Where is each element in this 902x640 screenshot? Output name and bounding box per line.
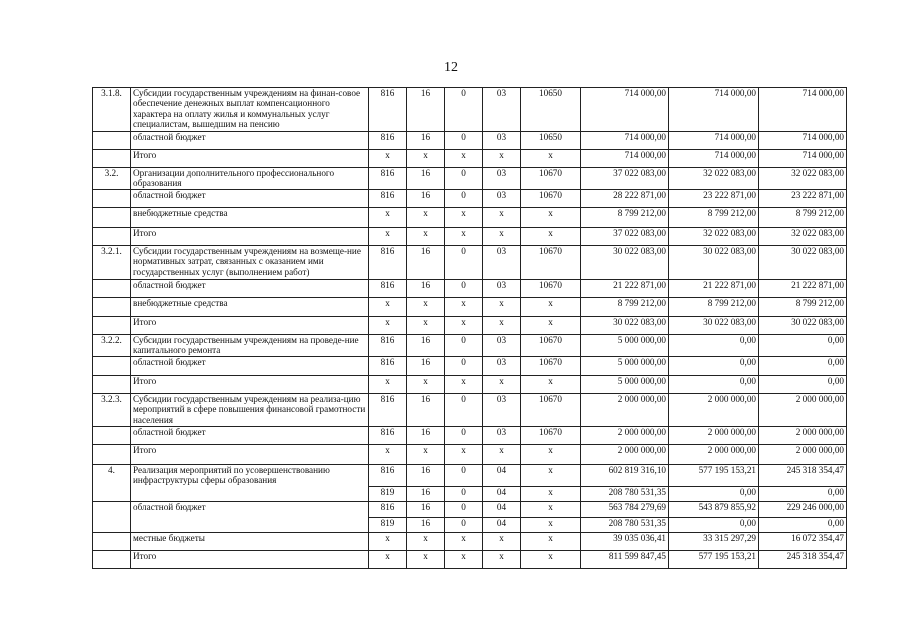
budget-table [92, 87, 847, 569]
code-2: х [407, 228, 445, 246]
code-3: 0 [445, 502, 483, 518]
amount-3: 2 000 000,00 [759, 445, 847, 465]
code-3: х [445, 150, 483, 168]
code-3: 0 [445, 518, 483, 533]
code-1: 816 [369, 335, 407, 357]
amount-2: 8 799 212,00 [669, 298, 759, 317]
row-number [93, 280, 131, 298]
code-5: х [521, 298, 581, 317]
code-3: 0 [445, 88, 483, 132]
code-4: х [483, 317, 521, 335]
amount-3: 32 022 083,00 [759, 228, 847, 246]
amount-2: 0,00 [669, 376, 759, 394]
code-1: х [369, 533, 407, 551]
amount-3: 245 318 354,47 [759, 551, 847, 569]
amount-1: 21 222 871,00 [581, 280, 669, 298]
code-4: х [483, 445, 521, 465]
code-2: х [407, 533, 445, 551]
row-name: внебюджетные средства [131, 208, 369, 228]
amount-1: 37 022 083,00 [581, 228, 669, 246]
code-4: 03 [483, 427, 521, 445]
row-number [93, 208, 131, 228]
amount-2: 8 799 212,00 [669, 208, 759, 228]
code-1: х [369, 551, 407, 569]
amount-1: 2 000 000,00 [581, 394, 669, 427]
code-1: х [369, 376, 407, 394]
row-number: 3.2.2. [93, 335, 131, 357]
row-name: Субсидии государственным учреждениям на проведе-ние капитального ремонта [131, 335, 369, 357]
code-2: 16 [407, 132, 445, 150]
amount-3: 16 072 354,47 [759, 533, 847, 551]
code-1: 819 [369, 518, 407, 533]
row-number [93, 357, 131, 376]
code-3: 0 [445, 335, 483, 357]
code-4: 03 [483, 190, 521, 208]
code-2: 16 [407, 168, 445, 190]
code-3: 0 [445, 168, 483, 190]
code-1: 816 [369, 394, 407, 427]
code-1: 816 [369, 88, 407, 132]
row-name: Итого [131, 317, 369, 335]
amount-2: 2 000 000,00 [669, 427, 759, 445]
code-4: 04 [483, 465, 521, 487]
code-2: 16 [407, 394, 445, 427]
page-number: 12 [444, 60, 458, 75]
row-name: внебюджетные средства [131, 298, 369, 317]
amount-2: 577 195 153,21 [669, 465, 759, 487]
table-row [93, 465, 847, 487]
code-5: х [521, 465, 581, 487]
amount-2: 0,00 [669, 357, 759, 376]
code-2: х [407, 150, 445, 168]
code-3: 0 [445, 357, 483, 376]
amount-1: 208 780 531,35 [581, 518, 669, 533]
amount-3: 30 022 083,00 [759, 246, 847, 280]
table-row [93, 445, 847, 465]
code-3: 0 [445, 132, 483, 150]
amount-2: 30 022 083,00 [669, 246, 759, 280]
amount-1: 714 000,00 [581, 150, 669, 168]
amount-3: 0,00 [759, 357, 847, 376]
amount-3: 0,00 [759, 487, 847, 502]
code-4: 03 [483, 335, 521, 357]
code-4: х [483, 150, 521, 168]
table-row [93, 132, 847, 150]
amount-3: 23 222 871,00 [759, 190, 847, 208]
amount-3: 714 000,00 [759, 132, 847, 150]
row-number-empty [93, 551, 131, 569]
code-5: х [521, 487, 581, 502]
code-5: 10670 [521, 394, 581, 427]
code-3: х [445, 298, 483, 317]
row-name: Итого [131, 551, 369, 569]
amount-1: 2 000 000,00 [581, 445, 669, 465]
code-4: 03 [483, 88, 521, 132]
code-1: 816 [369, 132, 407, 150]
amount-3: 30 022 083,00 [759, 317, 847, 335]
code-4: 03 [483, 280, 521, 298]
code-4: х [483, 228, 521, 246]
code-3: 0 [445, 487, 483, 502]
code-3: х [445, 317, 483, 335]
row-number [93, 298, 131, 317]
table-row [93, 280, 847, 298]
row-number: 3.2. [93, 168, 131, 190]
code-5: х [521, 445, 581, 465]
row-name: Итого [131, 150, 369, 168]
row-number [93, 427, 131, 445]
code-2: 16 [407, 335, 445, 357]
code-2: х [407, 376, 445, 394]
row-name: областной бюджет [131, 427, 369, 445]
code-2: 16 [407, 88, 445, 132]
amount-3: 0,00 [759, 518, 847, 533]
row-number [93, 228, 131, 246]
code-5: 10670 [521, 357, 581, 376]
code-2: 16 [407, 427, 445, 445]
amount-3: 245 318 354,47 [759, 465, 847, 487]
row-number [93, 376, 131, 394]
amount-2: 714 000,00 [669, 150, 759, 168]
table-row [93, 551, 847, 569]
row-name: областной бюджет [131, 132, 369, 150]
code-2: х [407, 317, 445, 335]
amount-2: 714 000,00 [669, 88, 759, 132]
code-3: х [445, 533, 483, 551]
code-4: х [483, 551, 521, 569]
code-4: 03 [483, 246, 521, 280]
amount-3: 2 000 000,00 [759, 427, 847, 445]
row-number: 4. [93, 465, 131, 502]
amount-1: 714 000,00 [581, 132, 669, 150]
code-5: 10670 [521, 335, 581, 357]
amount-2: 23 222 871,00 [669, 190, 759, 208]
code-5: х [521, 518, 581, 533]
row-number [93, 132, 131, 150]
code-1: х [369, 298, 407, 317]
amount-3: 714 000,00 [759, 88, 847, 132]
row-name: Итого [131, 376, 369, 394]
code-3: х [445, 376, 483, 394]
table-row [93, 190, 847, 208]
amount-2: 32 022 083,00 [669, 168, 759, 190]
amount-3: 32 022 083,00 [759, 168, 847, 190]
amount-1: 5 000 000,00 [581, 376, 669, 394]
amount-1: 714 000,00 [581, 88, 669, 132]
row-name: Организации дополнительного профессионального образования [131, 168, 369, 190]
code-2: 16 [407, 502, 445, 518]
code-5: 10670 [521, 246, 581, 280]
row-number-empty [93, 502, 131, 533]
code-5: 10670 [521, 168, 581, 190]
amount-3: 2 000 000,00 [759, 394, 847, 427]
amount-1: 37 022 083,00 [581, 168, 669, 190]
code-1: 816 [369, 280, 407, 298]
code-4: 03 [483, 394, 521, 427]
code-5: х [521, 150, 581, 168]
amount-2: 33 315 297,29 [669, 533, 759, 551]
amount-2: 714 000,00 [669, 132, 759, 150]
row-number-empty [93, 533, 131, 551]
code-5: х [521, 376, 581, 394]
code-5: 10670 [521, 427, 581, 445]
amount-3: 21 222 871,00 [759, 280, 847, 298]
code-5: 10670 [521, 190, 581, 208]
table-row [93, 298, 847, 317]
table-row [93, 394, 847, 427]
code-1: 816 [369, 427, 407, 445]
code-1: 816 [369, 246, 407, 280]
code-1: х [369, 317, 407, 335]
code-4: 04 [483, 487, 521, 502]
amount-1: 208 780 531,35 [581, 487, 669, 502]
row-name: Итого [131, 228, 369, 246]
code-1: х [369, 445, 407, 465]
code-1: 816 [369, 357, 407, 376]
row-number [93, 190, 131, 208]
table-row [93, 150, 847, 168]
amount-2: 21 222 871,00 [669, 280, 759, 298]
code-3: 0 [445, 427, 483, 445]
code-4: х [483, 298, 521, 317]
row-name: областной бюджет [131, 190, 369, 208]
amount-2: 0,00 [669, 335, 759, 357]
table-body [93, 88, 847, 569]
amount-1: 602 819 316,10 [581, 465, 669, 487]
code-4: х [483, 533, 521, 551]
code-3: 0 [445, 465, 483, 487]
row-name: местные бюджеты [131, 533, 369, 551]
amount-3: 714 000,00 [759, 150, 847, 168]
code-5: х [521, 551, 581, 569]
amount-1: 5 000 000,00 [581, 357, 669, 376]
amount-2: 2 000 000,00 [669, 445, 759, 465]
code-4: 03 [483, 132, 521, 150]
amount-2: 0,00 [669, 518, 759, 533]
amount-3: 229 246 000,00 [759, 502, 847, 518]
code-3: 0 [445, 394, 483, 427]
code-5: х [521, 317, 581, 335]
code-3: 0 [445, 190, 483, 208]
table-row [93, 168, 847, 190]
code-1: х [369, 150, 407, 168]
table-row [93, 533, 847, 551]
code-4: х [483, 376, 521, 394]
code-5: х [521, 533, 581, 551]
code-3: х [445, 228, 483, 246]
table-row [93, 228, 847, 246]
amount-1: 28 222 871,00 [581, 190, 669, 208]
code-4: 03 [483, 168, 521, 190]
code-1: х [369, 228, 407, 246]
amount-2: 543 879 855,92 [669, 502, 759, 518]
table-row [93, 335, 847, 357]
code-1: 819 [369, 487, 407, 502]
row-number [93, 150, 131, 168]
amount-3: 0,00 [759, 335, 847, 357]
amount-1: 30 022 083,00 [581, 246, 669, 280]
amount-2: 32 022 083,00 [669, 228, 759, 246]
code-2: 16 [407, 190, 445, 208]
amount-1: 811 599 847,45 [581, 551, 669, 569]
code-5: 10650 [521, 88, 581, 132]
row-number: 3.2.1. [93, 246, 131, 280]
table-row [93, 427, 847, 445]
row-name: Субсидии государственным учреждениям на финан-совое обеспечение денежных выплат компенсационного характера на оплату жилья и коммунальных услуг специалистам, вышедшим на пенсию [131, 88, 369, 132]
amount-3: 8 799 212,00 [759, 208, 847, 228]
amount-2: 2 000 000,00 [669, 394, 759, 427]
amount-1: 5 000 000,00 [581, 335, 669, 357]
code-2: х [407, 445, 445, 465]
code-2: 16 [407, 280, 445, 298]
code-3: 0 [445, 246, 483, 280]
code-2: х [407, 551, 445, 569]
row-number [93, 317, 131, 335]
row-number [93, 445, 131, 465]
table-row [93, 208, 847, 228]
row-name: областной бюджет [131, 280, 369, 298]
code-3: х [445, 208, 483, 228]
row-name: Реализация мероприятий по усовершенствованию инфраструктуры сферы образования [131, 465, 369, 502]
amount-1: 2 000 000,00 [581, 427, 669, 445]
code-2: 16 [407, 518, 445, 533]
amount-2: 0,00 [669, 487, 759, 502]
row-name: Субсидии государственным учреждениям на возмеще-ние нормативных затрат, связанных с оказанием ими государственных услуг (выполнением работ) [131, 246, 369, 280]
amount-2: 30 022 083,00 [669, 317, 759, 335]
code-5: х [521, 228, 581, 246]
amount-1: 30 022 083,00 [581, 317, 669, 335]
table-row [93, 502, 847, 518]
code-5: 10650 [521, 132, 581, 150]
code-2: х [407, 298, 445, 317]
code-2: 16 [407, 465, 445, 487]
table-row [93, 246, 847, 280]
amount-3: 0,00 [759, 376, 847, 394]
row-name: Итого [131, 445, 369, 465]
code-1: 816 [369, 465, 407, 487]
code-4: х [483, 208, 521, 228]
code-4: 04 [483, 518, 521, 533]
code-3: х [445, 445, 483, 465]
row-name: областной бюджет [131, 357, 369, 376]
code-1: 816 [369, 502, 407, 518]
code-3: 0 [445, 280, 483, 298]
row-number: 3.1.8. [93, 88, 131, 132]
code-5: х [521, 502, 581, 518]
amount-1: 8 799 212,00 [581, 298, 669, 317]
code-2: х [407, 208, 445, 228]
table-row [93, 88, 847, 132]
code-1: 816 [369, 168, 407, 190]
code-2: 16 [407, 487, 445, 502]
amount-1: 563 784 279,69 [581, 502, 669, 518]
row-name: Субсидии государственным учреждениям на реализа-цию мероприятий в сфере повышения финансовой грамотности населения [131, 394, 369, 427]
amount-2: 577 195 153,21 [669, 551, 759, 569]
amount-3: 8 799 212,00 [759, 298, 847, 317]
table-row [93, 376, 847, 394]
code-3: х [445, 551, 483, 569]
code-4: 04 [483, 502, 521, 518]
amount-1: 39 035 036,41 [581, 533, 669, 551]
code-4: 03 [483, 357, 521, 376]
code-5: х [521, 208, 581, 228]
amount-1: 8 799 212,00 [581, 208, 669, 228]
table-row [93, 317, 847, 335]
table-row [93, 357, 847, 376]
code-2: 16 [407, 246, 445, 280]
code-1: х [369, 208, 407, 228]
row-name: областной бюджет [131, 502, 369, 533]
code-2: 16 [407, 357, 445, 376]
code-1: 816 [369, 190, 407, 208]
code-5: 10670 [521, 280, 581, 298]
row-number: 3.2.3. [93, 394, 131, 427]
